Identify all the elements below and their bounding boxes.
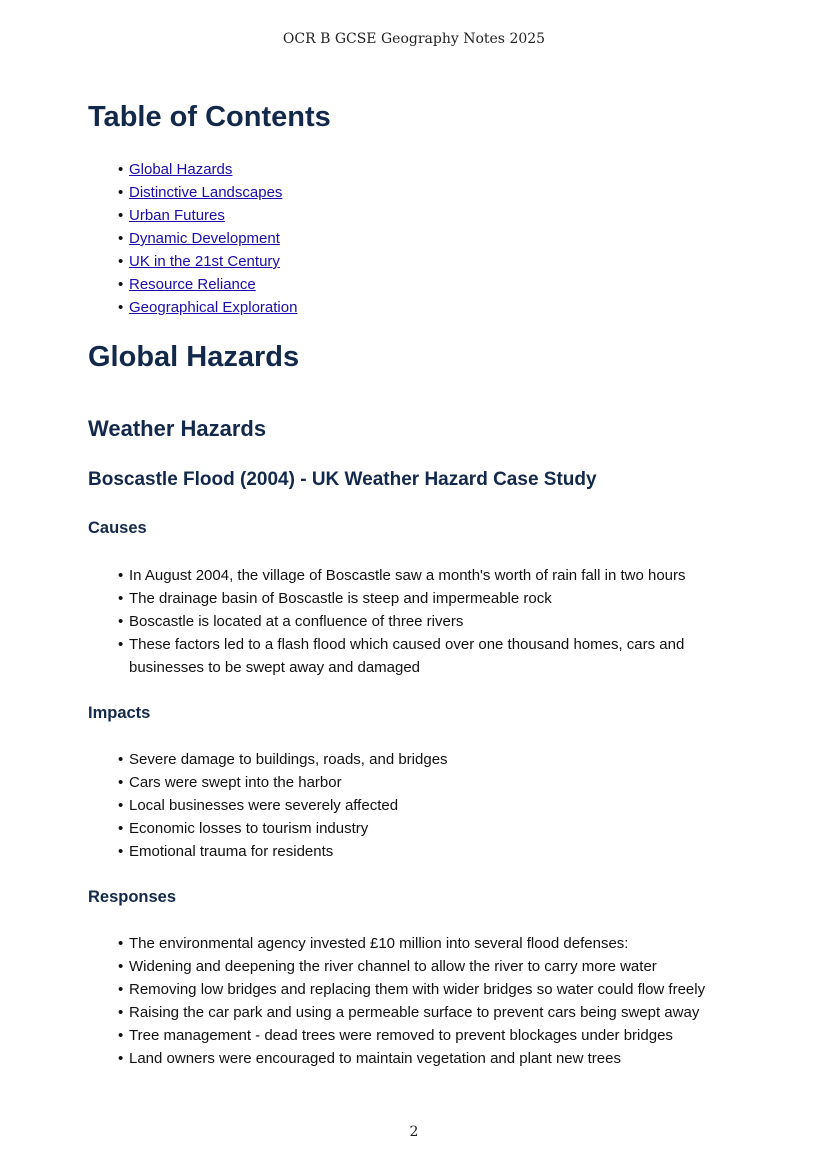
list-item: • Removing low bridges and replacing them with wider bridges so water could flow freely	[118, 978, 758, 1001]
causes-heading: Causes	[88, 519, 147, 537]
causes-list	[118, 564, 718, 679]
toc-item	[118, 204, 718, 227]
toc-item	[118, 227, 718, 250]
toc-item	[118, 181, 718, 204]
list-item: • In August 2004, the village of Boscastle saw a month's worth of rain fall in two hours	[118, 564, 718, 587]
list-item: • Severe damage to buildings, roads, and bridges	[118, 748, 718, 771]
list-item: • The drainage basin of Boscastle is steep and impermeable rock	[118, 587, 718, 610]
toc-link-urban-futures[interactable]: Urban Futures	[129, 207, 225, 224]
toc-link-resource-reliance[interactable]: Resource Reliance	[129, 276, 256, 293]
running-header: OCR B GCSE Geography Notes 2025	[282, 31, 546, 47]
responses-heading: Responses	[88, 888, 177, 906]
subsection-title: Weather Hazards	[88, 416, 267, 441]
impacts-list	[118, 748, 718, 863]
list-item: • Boscastle is located at a confluence of three rivers	[118, 610, 718, 633]
toc-item	[118, 158, 718, 181]
list-item: • Local businesses were severely affected	[118, 794, 718, 817]
list-item: • Raising the car park and using a permeable surface to prevent cars being swept away	[118, 1001, 758, 1024]
toc-link-dynamic-development[interactable]: Dynamic Development	[129, 230, 280, 247]
toc-link-geographical-exploration[interactable]: Geographical Exploration	[129, 299, 298, 316]
toc-item	[118, 273, 718, 296]
impacts-heading: Impacts	[88, 704, 151, 722]
toc-link-global-hazards[interactable]: Global Hazards	[129, 161, 233, 178]
list-item: • Emotional trauma for residents	[118, 840, 718, 863]
toc-link-uk-21st-century[interactable]: UK in the 21st Century	[129, 253, 280, 270]
toc-item	[118, 250, 718, 273]
page-number: 2	[409, 1124, 419, 1140]
case-study-title: Boscastle Flood (2004) - UK Weather Hazard Case Study	[88, 469, 597, 490]
list-item: • Tree management - dead trees were removed to prevent blockages under bridges	[118, 1024, 758, 1047]
section-title: Global Hazards	[88, 341, 300, 373]
responses-list	[118, 932, 758, 1070]
list-item: • Cars were swept into the harbor	[118, 771, 718, 794]
list-item: • Widening and deepening the river channel to allow the river to carry more water	[118, 955, 758, 978]
list-item: • These factors led to a flash flood which caused over one thousand homes, cars and businesses to be swept away and damaged	[118, 633, 704, 679]
toc-link-distinctive-landscapes[interactable]: Distinctive Landscapes	[129, 184, 283, 201]
list-item: • Land owners were encouraged to maintain vegetation and plant new trees	[118, 1047, 758, 1070]
toc-heading: Table of Contents	[88, 101, 331, 133]
table-of-contents	[118, 158, 718, 319]
list-item: • Economic losses to tourism industry	[118, 817, 718, 840]
list-item: • The environmental agency invested £10 million into several flood defenses:	[118, 932, 758, 955]
toc-item	[118, 296, 718, 319]
